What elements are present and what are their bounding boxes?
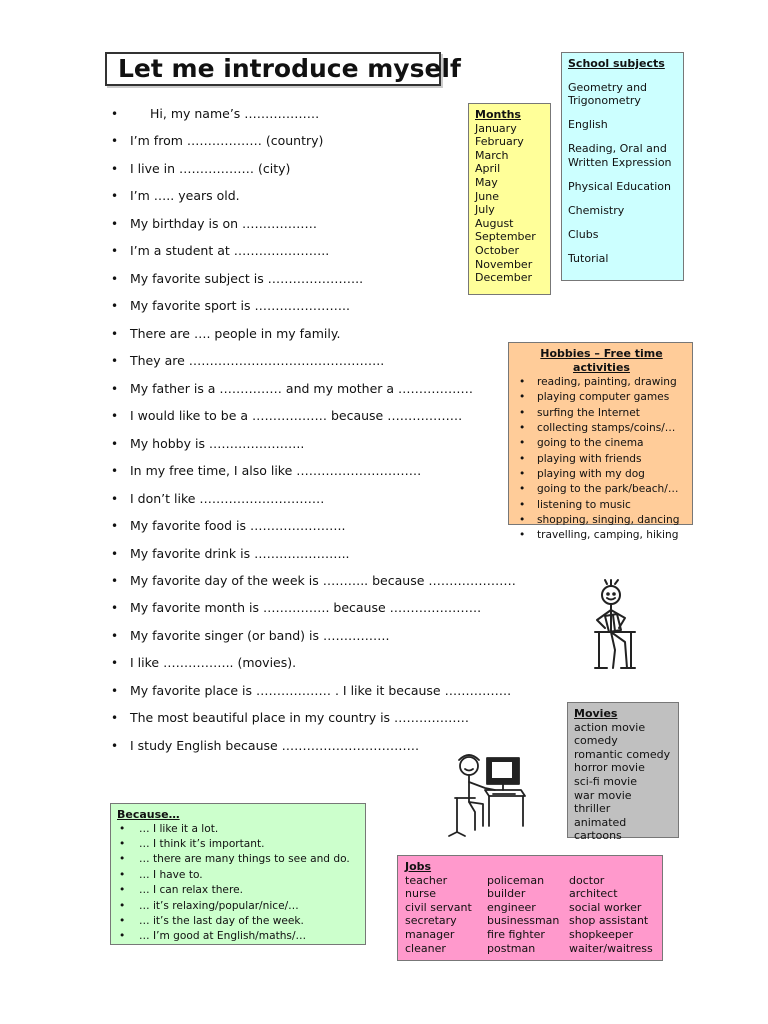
bullet-icon: • bbox=[111, 189, 119, 203]
sentence-text: My favorite month is ……………. because …………………. bbox=[130, 600, 482, 615]
month-item: December bbox=[475, 271, 533, 285]
sentence-text: I’m a student at ………………….. bbox=[130, 243, 330, 258]
job-item: secretary bbox=[405, 914, 457, 928]
sentence-text: There are …. people in my family. bbox=[130, 326, 341, 341]
sentence-text: I don’t like ………………………… bbox=[130, 491, 325, 506]
sentence-text: My favorite place is ……………… . I like it because ……………. bbox=[130, 683, 512, 698]
month-item: June bbox=[475, 189, 499, 203]
because-item: • … there are many things to see and do. bbox=[117, 852, 359, 867]
months-box bbox=[468, 103, 551, 295]
stick-figure-reading-illustration bbox=[585, 580, 655, 675]
bullet-icon: • bbox=[111, 299, 119, 313]
job-item: shopkeeper bbox=[569, 927, 634, 941]
job-item: fire fighter bbox=[487, 927, 545, 941]
because-item: • … it’s relaxing/popular/nice/… bbox=[117, 899, 359, 914]
sentence-text: In my free time, I also like ………………………… bbox=[130, 463, 422, 478]
subject-item: Clubs bbox=[568, 228, 599, 242]
sentence-text: My favorite food is ………………….. bbox=[130, 518, 346, 533]
month-item: November bbox=[475, 257, 533, 271]
bullet-icon: • bbox=[111, 409, 119, 423]
jobs-column-1 bbox=[405, 874, 487, 956]
job-item: cleaner bbox=[405, 941, 446, 955]
hobbies-title: Hobbies – Free time activities bbox=[540, 347, 663, 374]
hobby-item: • playing computer games bbox=[517, 390, 686, 405]
subject-item: Chemistry bbox=[568, 204, 625, 218]
hobby-item: • going to the cinema bbox=[517, 436, 686, 451]
movie-item: animated cartoons bbox=[574, 815, 627, 843]
month-item: October bbox=[475, 243, 520, 257]
sentence-text: My favorite subject is ………………….. bbox=[130, 271, 364, 286]
hobbies-box bbox=[508, 342, 693, 542]
hobby-item: • shopping, singing, dancing bbox=[517, 513, 686, 528]
bullet-icon: • bbox=[111, 547, 119, 561]
bullet-icon: • bbox=[111, 272, 119, 286]
sentence-text: They are ……………………………………….. bbox=[130, 353, 385, 368]
bullet-icon: • bbox=[111, 574, 119, 588]
month-item: July bbox=[475, 203, 495, 217]
job-item: policeman bbox=[487, 873, 545, 887]
hobby-item: • going to the park/beach/… bbox=[517, 482, 686, 497]
month-item: May bbox=[475, 175, 498, 189]
because-item: • … it’s the last day of the week. bbox=[117, 914, 359, 929]
movie-item: action movie bbox=[574, 720, 646, 734]
bullet-icon: • bbox=[111, 464, 119, 478]
because-item: • … I think it’s important. bbox=[117, 837, 359, 852]
sentence-text: My birthday is on ……………… bbox=[130, 216, 317, 231]
school-subjects-title: School subjects bbox=[568, 57, 665, 70]
hobby-item: • surfing the Internet bbox=[517, 406, 686, 421]
sentence-text: Hi, my name’s ……………… bbox=[150, 106, 320, 121]
movie-item: comedy bbox=[574, 734, 618, 748]
bullet-icon: • bbox=[111, 656, 119, 670]
sentence-text: My favorite day of the week is ……….. because ………………… bbox=[130, 573, 516, 588]
month-item: March bbox=[475, 148, 509, 162]
because-item: • … I have to. bbox=[117, 868, 359, 883]
job-item: postman bbox=[487, 941, 536, 955]
hobby-item: • collecting stamps/coins/… bbox=[517, 421, 686, 436]
sentence-text: I would like to be a ……………… because ……………… bbox=[130, 408, 463, 423]
sentence-text: My father is a …………… and my mother a ……………… bbox=[130, 381, 474, 396]
movie-item: war movie bbox=[574, 788, 632, 802]
bullet-icon: • bbox=[111, 217, 119, 231]
job-item: architect bbox=[569, 887, 618, 901]
job-item: teacher bbox=[405, 873, 448, 887]
job-item: builder bbox=[487, 887, 526, 901]
sentence-text: I’m from ……………… (country) bbox=[130, 133, 324, 148]
movie-item: horror movie bbox=[574, 761, 645, 775]
subject-item: Reading, Oral and Written Expression bbox=[568, 142, 672, 169]
job-item: businessman bbox=[487, 914, 560, 928]
bullet-icon: • bbox=[111, 711, 119, 725]
sentence-text: My favorite singer (or band) is ……………. bbox=[130, 628, 390, 643]
job-item: manager bbox=[405, 927, 455, 941]
bullet-icon: • bbox=[111, 327, 119, 341]
job-item: civil servant bbox=[405, 900, 472, 914]
school-subjects-box bbox=[561, 52, 684, 281]
job-item: waiter/waitress bbox=[569, 941, 653, 955]
subject-item: Physical Education bbox=[568, 180, 672, 194]
because-title: Because… bbox=[117, 808, 180, 821]
because-box bbox=[110, 803, 366, 945]
stick-figure-computer-illustration bbox=[445, 750, 530, 840]
jobs-title: Jobs bbox=[405, 860, 432, 873]
hobby-item: • playing with friends bbox=[517, 452, 686, 467]
hobby-item: • travelling, camping, hiking bbox=[517, 528, 686, 543]
bullet-icon: • bbox=[111, 629, 119, 643]
hobby-item: • listening to music bbox=[517, 498, 686, 513]
sentence-text: My favorite drink is ………………….. bbox=[130, 546, 350, 561]
month-item: August bbox=[475, 216, 514, 230]
months-title: Months bbox=[475, 108, 521, 121]
movie-item: thriller bbox=[574, 802, 611, 816]
bullet-icon: • bbox=[111, 684, 119, 698]
job-item: shop assistant bbox=[569, 914, 649, 928]
job-item: doctor bbox=[569, 873, 605, 887]
bullet-icon: • bbox=[111, 601, 119, 615]
bullet-icon: • bbox=[111, 492, 119, 506]
sentence-text: I live in ……………… (city) bbox=[130, 161, 291, 176]
job-item: nurse bbox=[405, 887, 436, 901]
movies-box bbox=[567, 702, 679, 843]
month-item: April bbox=[475, 162, 501, 176]
bullet-icon: • bbox=[111, 354, 119, 368]
because-item: • … I like it a lot. bbox=[117, 822, 359, 837]
bullet-icon: • bbox=[111, 134, 119, 148]
sentence-text: My hobby is ………………….. bbox=[130, 436, 305, 451]
job-item: social worker bbox=[569, 900, 642, 914]
sentence-text: The most beautiful place in my country is ……………… bbox=[130, 710, 470, 725]
bullet-icon: • bbox=[111, 107, 119, 121]
bullet-icon: • bbox=[111, 162, 119, 176]
jobs-column-3 bbox=[569, 874, 653, 956]
bullet-icon: • bbox=[111, 437, 119, 451]
subject-item: Geometry and Trigonometry bbox=[568, 80, 648, 108]
month-item: January bbox=[475, 121, 517, 135]
bullet-icon: • bbox=[111, 739, 119, 753]
bullet-icon: • bbox=[111, 244, 119, 258]
sentence-text: I study English because …………………………… bbox=[130, 738, 420, 753]
bullet-icon: • bbox=[111, 382, 119, 396]
page-title: Let me introduce myself bbox=[105, 52, 441, 86]
movie-item: romantic comedy bbox=[574, 747, 671, 761]
sentence-text: My favorite sport is ………………….. bbox=[130, 298, 350, 313]
subject-item: Tutorial bbox=[568, 252, 609, 266]
job-item: engineer bbox=[487, 900, 536, 914]
movies-title: Movies bbox=[574, 707, 618, 720]
jobs-box bbox=[397, 855, 663, 961]
hobby-item: • playing with my dog bbox=[517, 467, 686, 482]
month-item: February bbox=[475, 135, 524, 149]
because-item: • … I can relax there. bbox=[117, 883, 359, 898]
movie-item: sci-fi movie bbox=[574, 774, 638, 788]
sentence-text: I’m ….. years old. bbox=[130, 188, 240, 203]
sentence-text: I like …………….. (movies). bbox=[130, 655, 297, 670]
because-item: • … I’m good at English/maths/… bbox=[117, 929, 359, 944]
jobs-column-2 bbox=[487, 874, 569, 956]
subject-item: English bbox=[568, 118, 608, 132]
month-item: September bbox=[475, 230, 536, 244]
hobby-item: • reading, painting, drawing bbox=[517, 375, 686, 390]
bullet-icon: • bbox=[111, 519, 119, 533]
